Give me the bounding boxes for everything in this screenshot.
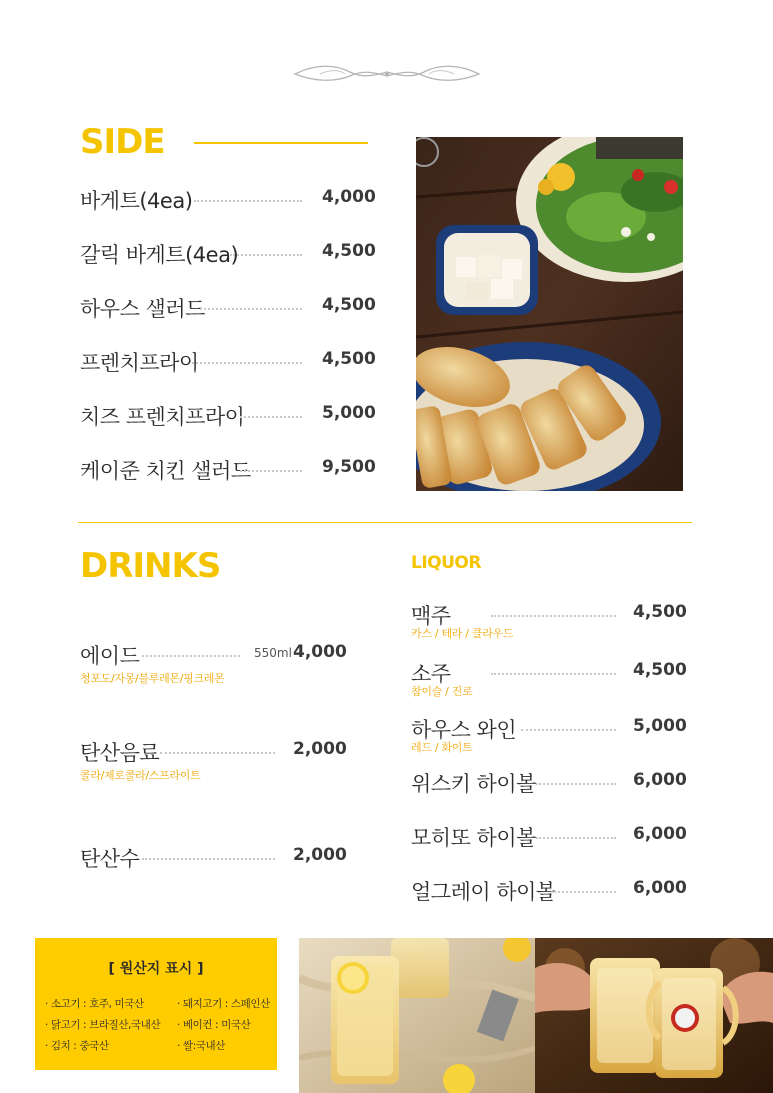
liquor-item-name: 맥주	[411, 604, 451, 628]
side-section-title: SIDE	[80, 122, 165, 162]
drinks-item-options: 콜라/제로콜라/스프라이트	[80, 769, 201, 782]
side-item-name: 바게트(4ea)	[80, 189, 193, 213]
origin-title: [ 원산지 표시 ]	[108, 961, 204, 977]
liquor-menu-item	[411, 600, 687, 640]
dotted-leader	[491, 615, 616, 617]
drinks-item-name: 에이드	[80, 644, 140, 668]
dotted-leader	[491, 673, 616, 675]
origin-info-box	[35, 938, 277, 1070]
side-item-name: 하우스 샐러드	[80, 297, 205, 321]
dotted-leader	[200, 308, 302, 310]
side-item-price: 4,500	[322, 241, 376, 261]
dotted-leader	[536, 837, 616, 839]
dotted-leader	[240, 470, 302, 472]
drinks-item-name: 탄산수	[80, 847, 140, 871]
dotted-leader	[240, 416, 302, 418]
drinks-section-title: DRINKS	[80, 546, 221, 586]
dotted-leader	[536, 783, 616, 785]
side-item-name: 케이준 치킨 샐러드	[80, 459, 251, 483]
liquor-menu-item	[411, 876, 686, 906]
liquor-item-name: 얼그레이 하이볼	[411, 880, 556, 904]
liquor-menu-item	[411, 768, 686, 798]
side-item-price: 9,500	[322, 457, 376, 477]
side-title-line	[194, 142, 368, 144]
drinks-item-price: 2,000	[293, 845, 347, 865]
origin-item-beef: · 소고기 : 호주, 미국산	[45, 998, 144, 1010]
side-item-price: 4,500	[322, 295, 376, 315]
side-menu-item	[80, 401, 376, 431]
side-item-name: 치즈 프렌치프라이	[80, 405, 245, 429]
dotted-leader	[551, 891, 616, 893]
food-photo	[416, 137, 683, 491]
drinks-item-name: 탄산음료	[80, 741, 160, 765]
drinks-menu-item	[80, 737, 347, 782]
dotted-leader	[521, 729, 616, 731]
drinks-menu-item	[80, 843, 346, 873]
origin-item-rice: · 쌀:국내산	[177, 1040, 225, 1052]
liquor-item-name: 위스키 하이볼	[411, 772, 536, 796]
side-menu-item	[80, 455, 376, 485]
liquor-item-price: 6,000	[633, 770, 687, 790]
side-item-name: 갈릭 바게트(4ea)	[80, 243, 239, 267]
side-item-name: 프렌치프라이	[80, 351, 199, 375]
origin-item-pork: · 돼지고기 : 스페인산	[177, 998, 270, 1010]
liquor-menu-item	[411, 658, 687, 698]
drinks-item-price: 4,000	[293, 642, 347, 662]
side-item-price: 5,000	[322, 403, 376, 423]
side-menu-item	[80, 293, 376, 323]
side-menu-item	[80, 185, 376, 215]
liquor-item-name: 소주	[411, 662, 451, 686]
origin-item-kimchi: · 김치 : 중국산	[45, 1040, 109, 1052]
side-menu-item	[80, 347, 376, 377]
dotted-leader	[142, 655, 240, 657]
dotted-leader	[192, 362, 302, 364]
drink-photo-1	[299, 938, 535, 1093]
liquor-item-name: 하우스 와인	[411, 718, 517, 742]
dotted-leader	[160, 752, 275, 754]
dotted-leader	[194, 200, 302, 202]
liquor-section-title: LIQUOR	[411, 553, 481, 573]
section-divider	[78, 522, 692, 523]
liquor-item-options: 참이슬 / 진로	[411, 685, 473, 698]
ornament-divider-icon	[290, 60, 484, 88]
liquor-item-name: 모히또 하이볼	[411, 826, 536, 850]
side-menu-item	[80, 239, 376, 269]
liquor-item-price: 4,500	[633, 602, 687, 622]
dotted-leader	[142, 858, 275, 860]
origin-item-chicken: · 닭고기 : 브라질산,국내산	[45, 1019, 161, 1031]
drinks-menu-item	[80, 640, 347, 685]
liquor-item-price: 4,500	[633, 660, 687, 680]
liquor-item-options: 레드 / 화이트	[411, 741, 473, 754]
liquor-item-price: 6,000	[633, 824, 687, 844]
liquor-item-price: 5,000	[633, 716, 687, 736]
drinks-item-options: 청포도/자몽/블루레몬/핑크레몬	[80, 672, 225, 685]
liquor-menu-item	[411, 822, 686, 852]
drinks-item-price: 2,000	[293, 739, 347, 759]
side-item-price: 4,500	[322, 349, 376, 369]
dotted-leader	[230, 254, 302, 256]
origin-item-bacon: · 베이컨 : 미국산	[177, 1019, 251, 1031]
drinks-item-size: 550ml	[254, 646, 292, 660]
side-item-price: 4,000	[322, 187, 376, 207]
drink-photo-2	[535, 938, 773, 1093]
liquor-menu-item	[411, 714, 687, 754]
liquor-item-options: 카스 / 테라 / 클라우드	[411, 627, 514, 640]
liquor-item-price: 6,000	[633, 878, 687, 898]
